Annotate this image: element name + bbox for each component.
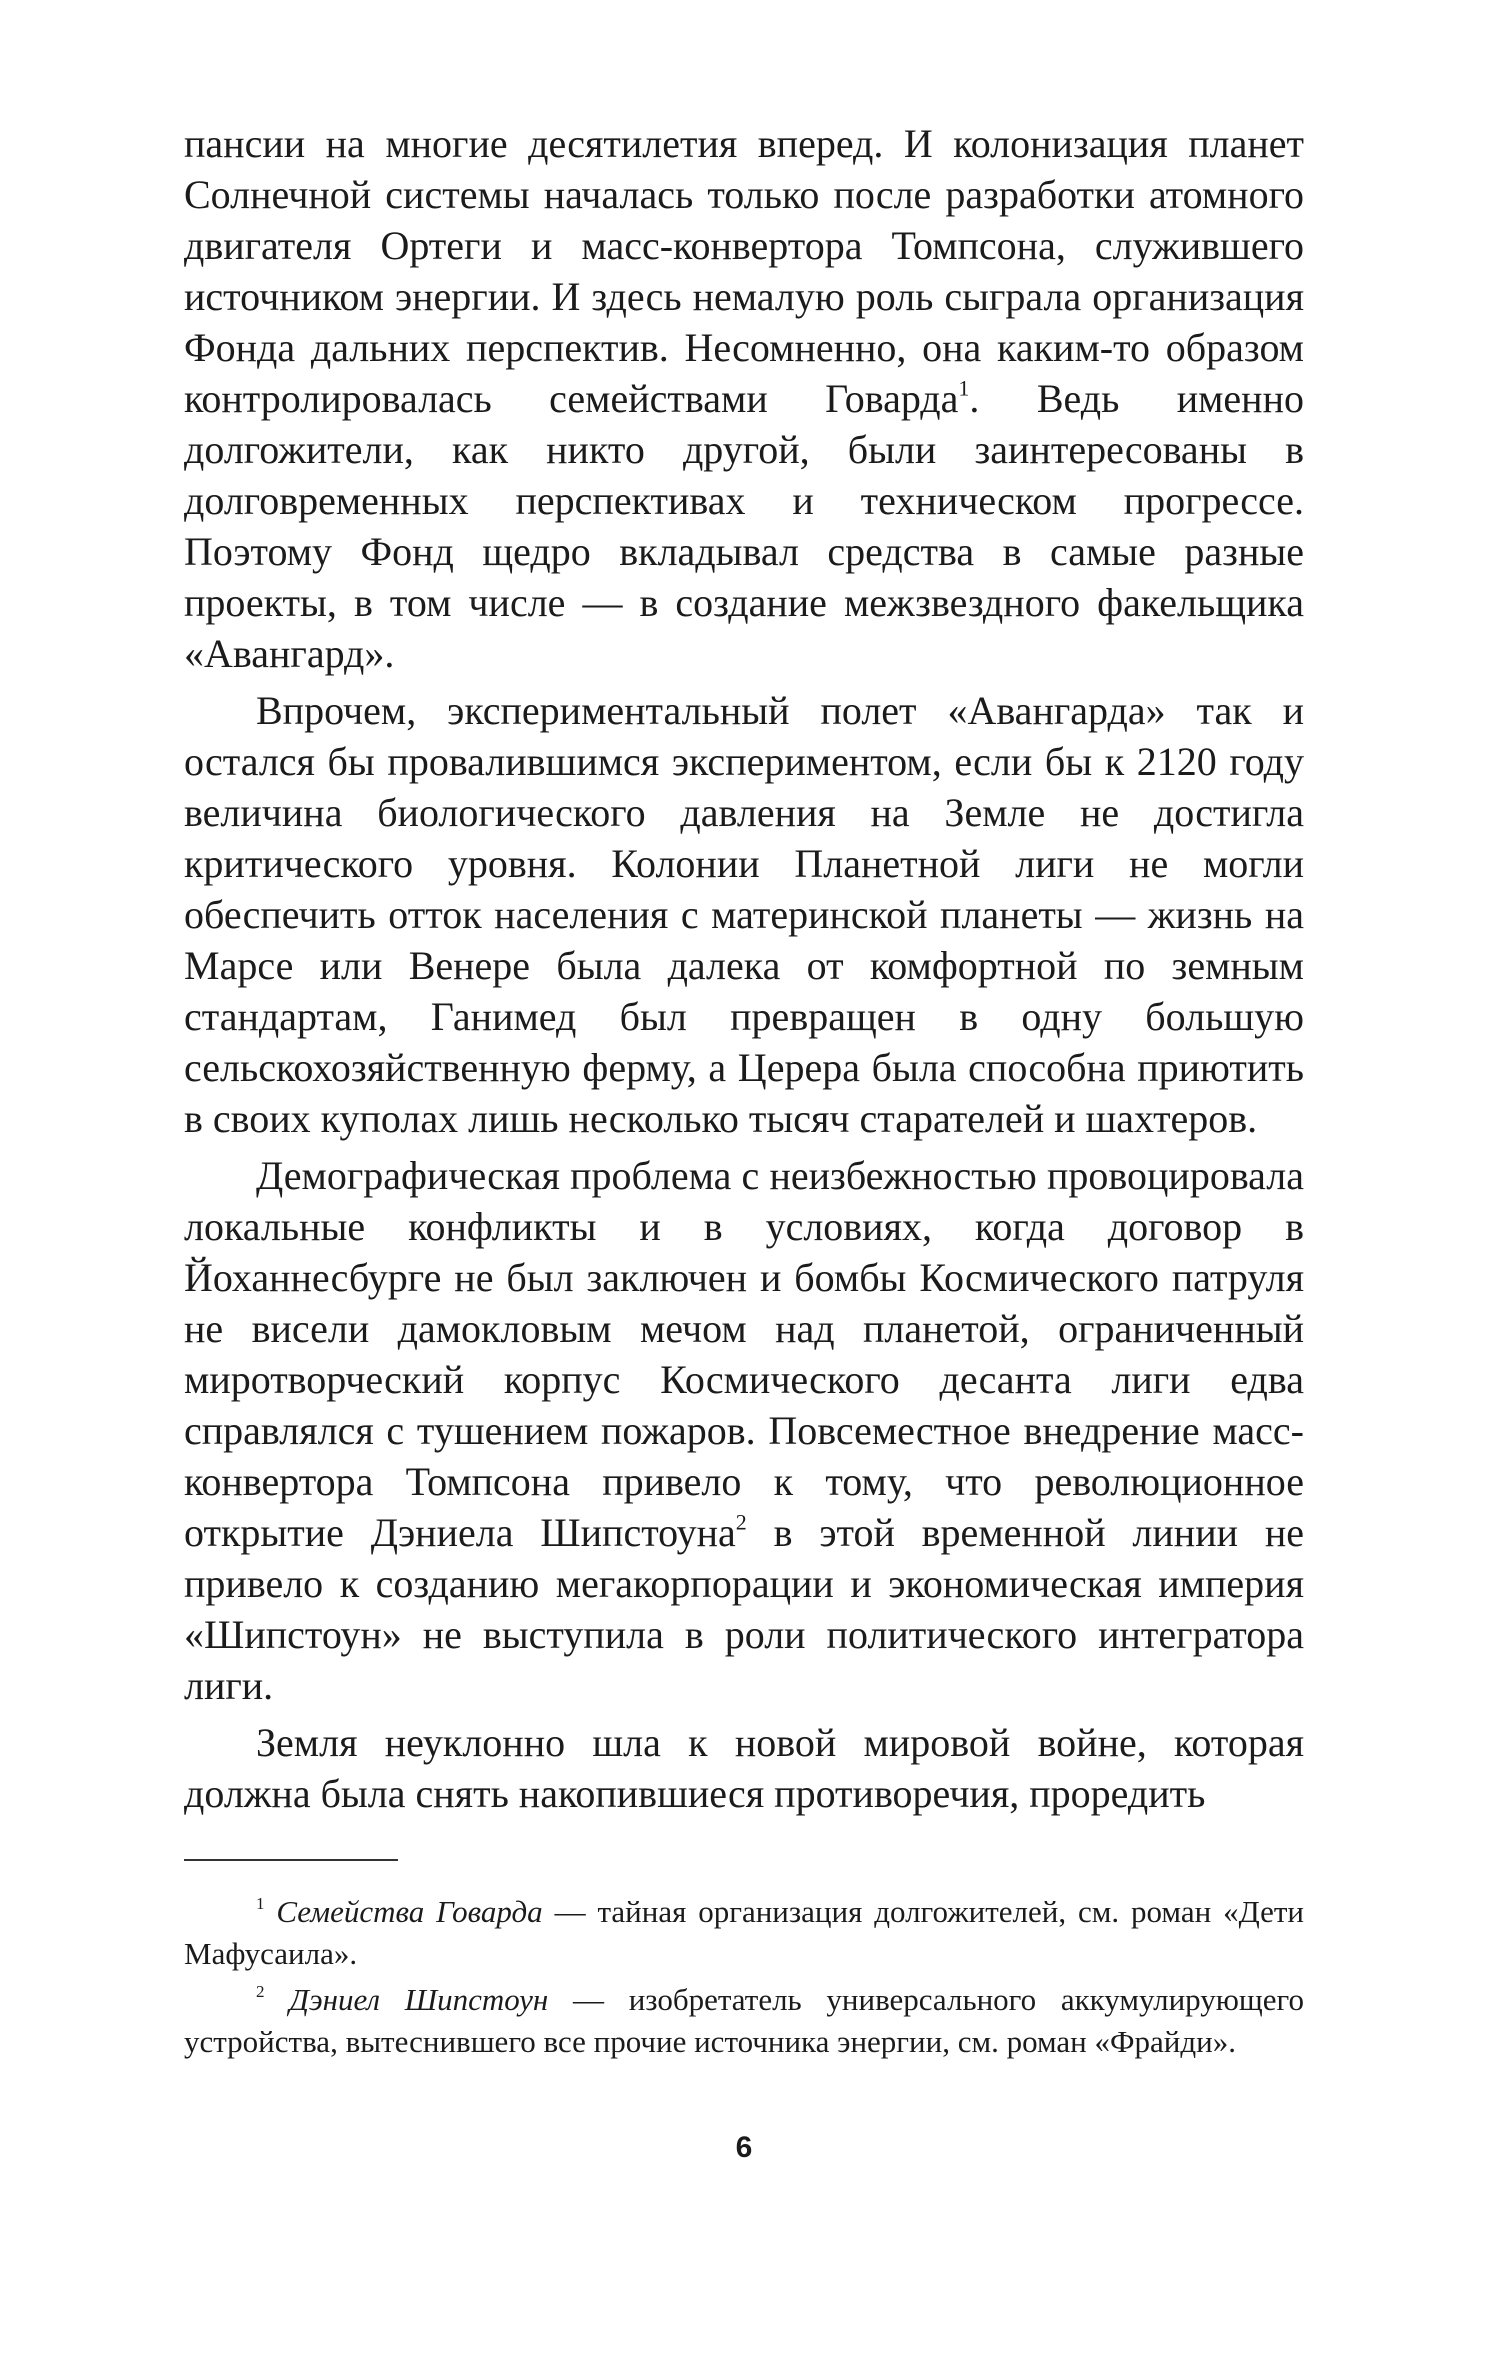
paragraph: Впрочем, экспериментальный полет «Авангарда» так и остался бы провалившимся экспериментом, если бы к 2120 году величина биологического давления на Земле не достигла критического уровня. Колонии Планетной лиги не могли обеспечить отток населения с материнской планеты — жизнь на Марсе или Венере была далека от комфортной по земным стандартам, Ганимед был превращен в одну большую сельскохозяйственную ферму, а Церера была способна приютить в своих куполах лишь несколько тысяч старателей и шахтеров.	[184, 688, 1304, 1141]
paragraph-text: . Ведь именно долгожители, как никто другой, были заинтересованы в долговременных перспективах и техническом прогрессе. Поэтому Фонд щедро вкладывал средства в самые разные проекты, в том числе — в создание межзвездного факельщика «Авангард».	[184, 376, 1304, 676]
footnote-separator	[184, 1859, 398, 1861]
paragraph	[184, 118, 1304, 679]
footnote-reference: 1	[958, 375, 970, 401]
footnotes	[184, 1891, 1304, 2063]
page-number: 6	[735, 2131, 753, 2164]
footnote-text: — тайная организация долгожителей, см. роман «Дети Мафусаила».	[184, 1894, 1304, 1971]
paragraph-text: пансии на многие десятилетия вперед. И колонизация планет Солнечной системы началась только после разработки атомного двигателя Ортеги и масс-конвертора Томпсона, служившего источником энергии. И здесь немалую роль сыграла организация Фонда дальних перспектив. Несомненно, она каким-то образом контролировалась семействами Говарда	[184, 121, 1304, 421]
book-page	[184, 118, 1304, 2318]
footnote-marker: 1	[256, 1894, 265, 1914]
paragraph	[184, 1150, 1304, 1711]
footnote-reference: 2	[735, 1509, 747, 1535]
footnote	[184, 1891, 1304, 1975]
paragraph: Земля неуклонно шла к новой мировой войне, которая должна была снять накопившиеся противоречия, проредить	[184, 1720, 1304, 1816]
footnote-term: Семейства Говарда	[276, 1894, 543, 1929]
paragraph-text: Демографическая проблема с неизбежностью провоцировала локальные конфликты и в условиях, когда договор в Йоханнесбурге не был заключен и бомбы Космического патруля не висели дамокловым мечом над планетой, ограниченный миротворческий корпус Космического десанта лиги едва справлялся с тушением пожаров. Повсеместное внедрение масс-конвертора Томпсона привело к тому, что революционное открытие Дэниела Шипстоуна	[184, 1153, 1304, 1555]
footnote	[184, 1979, 1304, 2063]
main-text	[184, 118, 1304, 1819]
paragraph-text: в этой временной линии не привело к созданию мегакорпорации и экономическая империя «Шипстоун» не выступила в роли политического интегратора лиги.	[184, 1510, 1304, 1708]
footnote-term: Дэниел Шипстоун	[289, 1982, 549, 2017]
footnote-text: — изобретатель универсального аккумулирующего устройства, вытеснившего все прочие источника энергии, см. роман «Фрайди».	[184, 1982, 1305, 2059]
footnote-marker: 2	[256, 1982, 265, 2002]
